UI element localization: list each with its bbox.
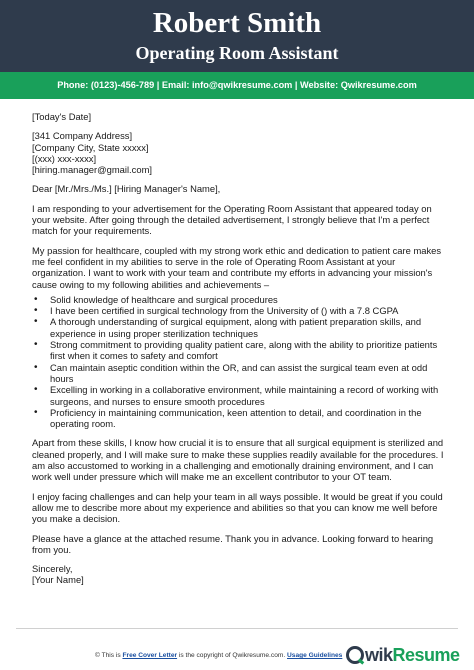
footer-divider — [16, 628, 458, 629]
address-line: [hiring.manager@gmail.com] — [32, 164, 152, 176]
achievements-list — [32, 294, 444, 430]
letter-body — [32, 111, 444, 594]
usage-guidelines-link[interactable]: Usage Guidelines — [287, 652, 343, 659]
signature: [Your Name] — [32, 574, 84, 586]
closing: Sincerely, — [32, 563, 73, 575]
paragraph-challenges: I enjoy facing challenges and can help your team in all ways possible. It would be great if you could allow me to describe more about my experience and abilities so that you can know me well before you make a decision. — [32, 490, 443, 525]
paragraph-skills: Apart from these skills, I know how crucial it is to ensure that all surgical equipment is sterilized and cleaned properly, and I will make sure to make these supplies readily available for the procedures. I am also accustomed to working in a challenging and emotionally draining environment, and I can work well under pressure which will make me an excellent contributor to your OT team. — [32, 437, 444, 483]
paragraph-passion: My passion for healthcare, coupled with my strong work ethic and dedication to patient care makes me feel confident in my abilities to serve in the role of Operating Room Assistant at your organization. I want to work with your team and contribute my efforts in advancing your mission's cause owing to my following abilities and achievements – — [32, 244, 442, 290]
list-item: • Solid knowledge of healthcare and surgical procedures — [32, 294, 444, 305]
address-line: [(xxx) xxx-xxxx] — [32, 152, 97, 164]
company-address — [32, 130, 444, 175]
logo-text-qwik: wik — [365, 644, 393, 665]
q-logo-icon — [346, 646, 364, 664]
candidate-name: Robert Smith — [152, 7, 322, 39]
list-item: • I have been certified in surgical technology from the University of () with a 7.8 CGPA — [32, 305, 444, 316]
free-cover-letter-link[interactable]: Free Cover Letter — [122, 652, 178, 659]
paragraph-resume: Please have a glance at the attached resume. Thank you in advance. Looking forward to hearing from you. — [32, 532, 434, 555]
list-item: • Excelling in working in a collaborative environment, while maintaining a record of working with surgeons, and nurses to ensure smooth procedures — [32, 384, 444, 407]
address-line: [Company City, State xxxxx] — [32, 141, 149, 153]
list-item: • A thorough understanding of surgical equipment, along with patient preparation skills, and experience in using proper sterilization techniques — [32, 316, 444, 339]
list-item: • Can maintain aseptic condition within the OR, and can assist the surgical team even at odd hours — [32, 362, 444, 385]
footer — [0, 624, 474, 670]
address-line: [341 Company Address] — [32, 130, 133, 142]
paragraph-intro: I am responding to your advertisement for the Operating Room Assistant that appeared today on your website. After going through the detailed advertisement, I strongly believe that I'm a perfect match for your requirements. — [32, 202, 432, 237]
logo-text-resume: Resume — [392, 644, 460, 665]
contact-bar: Phone: (0123)-456-789 | Email: info@qwikresume.com | Website: Qwikresume.com — [0, 72, 474, 99]
list-item: • Strong commitment to providing quality patient care, along with the ability to prioritize patients first when it comes to safety and comfort — [32, 339, 444, 362]
job-title: Operating Room Assistant — [135, 43, 339, 63]
copyright-notice — [95, 652, 342, 659]
header-banner — [0, 0, 474, 72]
copyright-mid: is the copyright of Qwikresume.com. — [177, 652, 288, 659]
copyright-prefix: © This is — [95, 652, 123, 659]
qwikresume-logo[interactable] — [346, 643, 460, 667]
letter-date: [Today's Date] — [32, 111, 92, 122]
salutation: Dear [Mr./Mrs./Ms.] [Hiring Manager's Name], — [32, 183, 221, 195]
list-item: • Proficiency in maintaining communication, keen attention to detail, and coordination in the operating room. — [32, 407, 444, 430]
